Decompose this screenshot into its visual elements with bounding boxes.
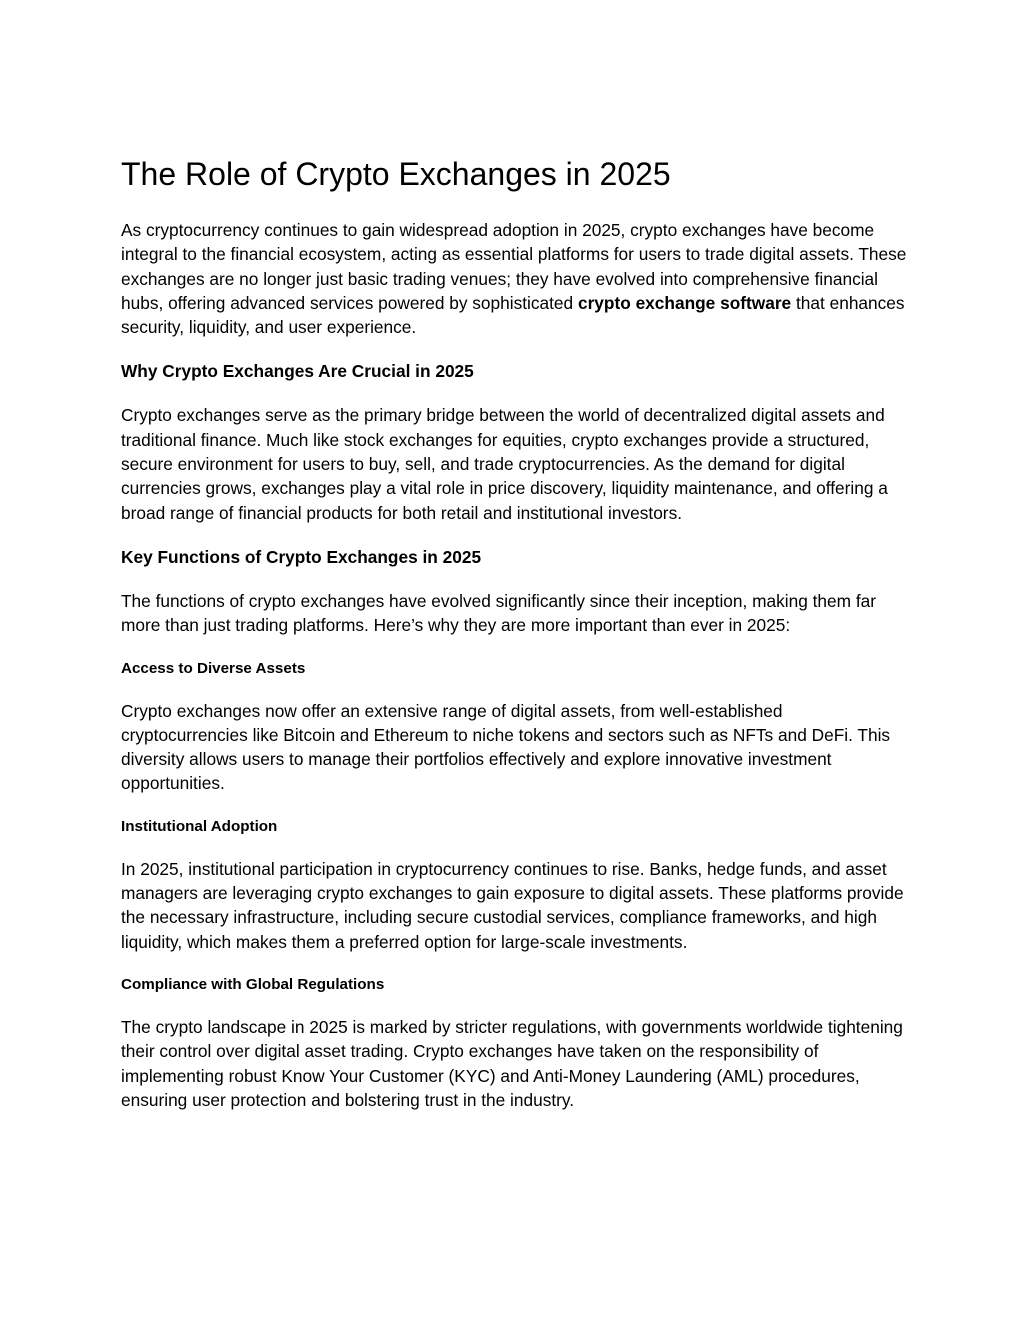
- subsection-heading-compliance: Compliance with Global Regulations: [121, 975, 385, 993]
- subsection-paragraph-diverse-assets: Crypto exchanges now offer an extensive range of digital assets, from well-established cryptocurrencies like Bitcoin and Ethereum to niche tokens and sectors such as NFTs and DeFi. This diversity allows users to manage their portfolios effectively and explore innovative investment opportunities.: [121, 700, 891, 794]
- document-body: [121, 218, 911, 1132]
- intro-paragraph: [121, 218, 911, 339]
- subsection-heading-institutional-adoption: Institutional Adoption: [121, 817, 278, 835]
- document-title: The Role of Crypto Exchanges in 2025: [121, 156, 671, 192]
- section-paragraph-key-functions: The functions of crypto exchanges have evolved significantly since their inception, making them far more than just trading platforms. Here’s why they are more important than ever in 2025:: [121, 590, 877, 636]
- intro-bold-term: crypto exchange software: [577, 292, 792, 313]
- section-heading-key-functions: Key Functions of Crypto Exchanges in 2025: [121, 546, 482, 567]
- intro-text: As cryptocurrency continues to gain widespread adoption in 2025, crypto exchanges have become integral to the financial ecosystem, acting as essential platforms for users to trade digital assets. These exchanges are no longer just basic trading venues; they have evolved into comprehensive financial hubs, offering advanced services powered by sophisticated: [121, 220, 907, 313]
- subsection-paragraph-compliance: The crypto landscape in 2025 is marked by stricter regulations, with governments worldwide tightening their control over digital asset trading. Crypto exchanges have taken on the responsibility of implementing robust Know Your Customer (KYC) and Anti-Money Laundering (AML) procedures, ensuring user protection and bolstering trust in the industry.: [121, 1016, 903, 1110]
- section-paragraph-why-crucial: Crypto exchanges serve as the primary bridge between the world of decentralized digital assets and traditional finance. Much like stock exchanges for equities, crypto exchanges provide a structured, secure environment for users to buy, sell, and trade cryptocurrencies. As the demand for digital currencies grows, exchanges play a vital role in price discovery, liquidity maintenance, and offering a broad range of financial products for both retail and institutional investors.: [121, 405, 888, 523]
- section-heading-why-crucial: Why Crypto Exchanges Are Crucial in 2025: [121, 361, 474, 382]
- subsection-paragraph-institutional-adoption: In 2025, institutional participation in cryptocurrency continues to rise. Banks, hedge funds, and asset managers are leveraging crypto exchanges to gain exposure to digital assets. These platforms provide the necessary infrastructure, including secure custodial services, compliance frameworks, and high liquidity, which makes them a preferred option for large-scale investments.: [121, 858, 904, 952]
- subsection-heading-diverse-assets: Access to Diverse Assets: [121, 659, 306, 677]
- intro-text-end: that enhances security, liquidity, and user experience.: [121, 292, 905, 338]
